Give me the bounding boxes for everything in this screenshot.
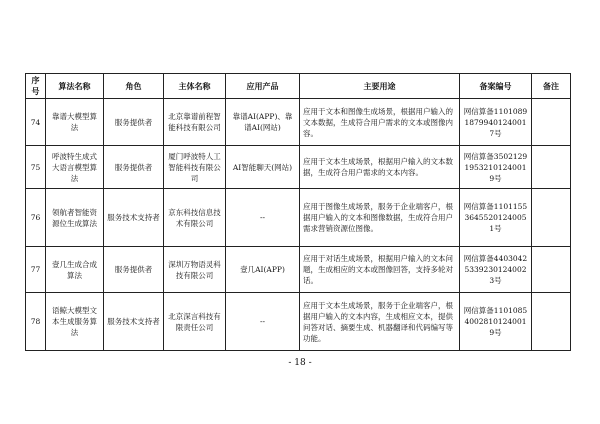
cell-note	[532, 247, 571, 293]
header-product: 应用产品	[226, 74, 300, 99]
header-filing: 备案编号	[460, 74, 532, 99]
cell-algorithm: 语鲸大模型文本生成服务算法	[46, 293, 104, 351]
cell-product: --	[226, 293, 300, 351]
cell-filing: 网信算备110115536455201240051号	[460, 189, 532, 247]
cell-filing: 网信算备440304253392301240023号	[460, 247, 532, 293]
cell-filing: 网信算备350212919532101240019号	[460, 146, 532, 189]
cell-algorithm: 靠谱大模型算法	[46, 99, 104, 146]
header-purpose: 主要用途	[300, 74, 460, 99]
header-algorithm: 算法名称	[46, 74, 104, 99]
cell-no: 77	[26, 247, 46, 293]
cell-purpose: 应用于文本生成场景，服务于企业端客户，根据用户输入的文本内容，生成相应文本，提供问答对话、摘要生成、机器翻译和代码编写等功能。	[300, 293, 460, 351]
table-row	[26, 293, 571, 351]
header-note: 备注	[532, 74, 571, 99]
header-no: 序号	[26, 74, 46, 99]
page-number: - 18 -	[288, 358, 312, 368]
cell-product: 靠谱AI(APP)、靠谱AI(网站)	[226, 99, 300, 146]
cell-entity: 北京靠谱前程智能科技有限公司	[164, 99, 226, 146]
cell-entity: 深圳万物语灵科技有限公司	[164, 247, 226, 293]
table-row	[26, 99, 571, 146]
cell-role: 服务提供者	[104, 146, 164, 189]
cell-role: 服务提供者	[104, 247, 164, 293]
cell-algorithm: 壹几生成合成算法	[46, 247, 104, 293]
cell-no: 76	[26, 189, 46, 247]
cell-note	[532, 293, 571, 351]
cell-role: 服务提供者	[104, 99, 164, 146]
cell-product: --	[226, 189, 300, 247]
cell-no: 74	[26, 99, 46, 146]
cell-role: 服务技术支持者	[104, 189, 164, 247]
cell-product: 壹几AI(APP)	[226, 247, 300, 293]
cell-note	[532, 146, 571, 189]
cell-entity: 厦门呼波特人工智能科技有限公司	[164, 146, 226, 189]
cell-algorithm: 呼波特生成式大语言模型算法	[46, 146, 104, 189]
cell-no: 78	[26, 293, 46, 351]
cell-note	[532, 99, 571, 146]
cell-algorithm: 领航者智能资源位生成算法	[46, 189, 104, 247]
table-row	[26, 189, 571, 247]
cell-purpose: 应用于对话生成场景，根据用户输入的文本问题，生成相应的文本或图像回答，支持多轮对话。	[300, 247, 460, 293]
cell-product: AI智能聊天(网站)	[226, 146, 300, 189]
header-entity: 主体名称	[164, 74, 226, 99]
cell-role: 服务技术支持者	[104, 293, 164, 351]
cell-entity: 北京深言科技有限责任公司	[164, 293, 226, 351]
cell-purpose: 应用于图像生成场景，服务于企业端客户，根据用户输入的文本和图像数据，生成符合用户需求营销资源位图像。	[300, 189, 460, 247]
table-row	[26, 247, 571, 293]
table-header-row	[26, 74, 571, 99]
algorithm-registry-table	[25, 73, 571, 351]
cell-filing: 网信算备110108918799401240017号	[460, 99, 532, 146]
cell-filing: 网信算备110108540028101240019号	[460, 293, 532, 351]
header-role: 角色	[104, 74, 164, 99]
cell-entity: 京东科技信息技术有限公司	[164, 189, 226, 247]
cell-purpose: 应用于文本生成场景，根据用户输入的文本数据，生成符合用户需求的文本内容。	[300, 146, 460, 189]
cell-no: 75	[26, 146, 46, 189]
table-row	[26, 146, 571, 189]
cell-note	[532, 189, 571, 247]
cell-purpose: 应用于文本和图像生成场景，根据用户输入的文本数据，生成符合用户需求的文本或图像内容。	[300, 99, 460, 146]
